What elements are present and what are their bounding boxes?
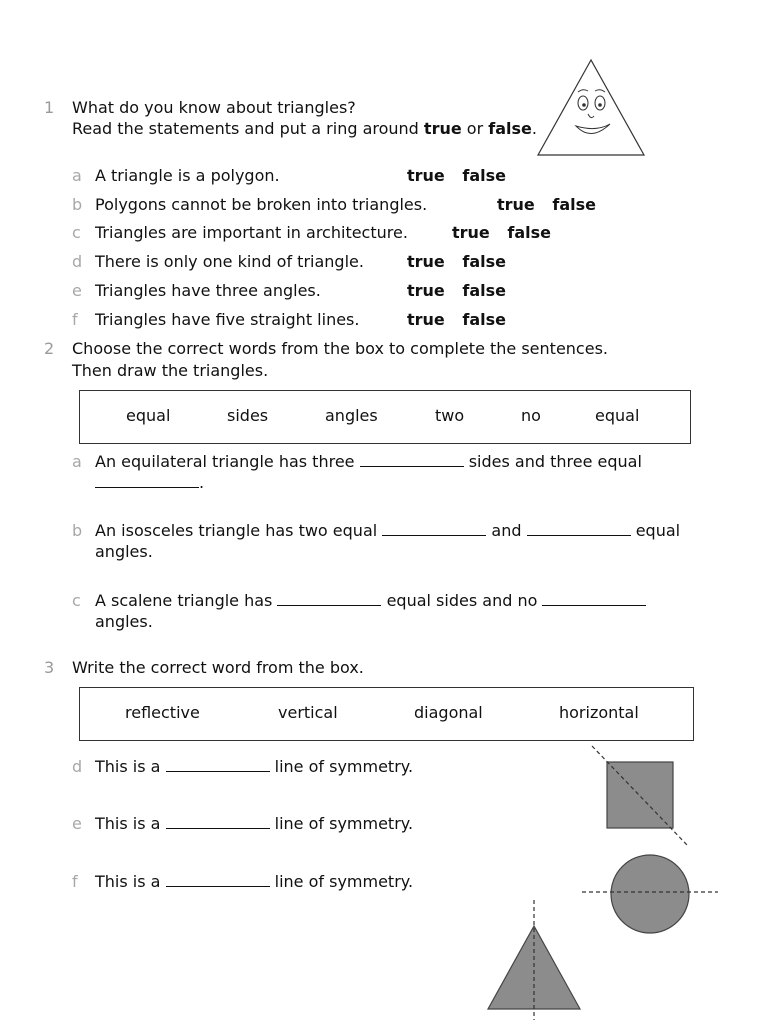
word-box: [79, 687, 694, 741]
word-box: [79, 390, 691, 444]
item-letter: a: [72, 166, 82, 185]
sentence-line: A scalene triangle has equal sides and no: [95, 591, 646, 610]
answer-blank[interactable]: [166, 815, 270, 829]
statement-text: Polygons cannot be broken into triangles.: [95, 195, 428, 214]
box-word: equal: [126, 406, 171, 425]
triangle-vertical-icon: [484, 898, 584, 1022]
sentence-line: An equilateral triangle has three sides and three equal: [95, 452, 642, 471]
question-number: 3: [44, 658, 55, 677]
question-number: 1: [44, 98, 55, 117]
true-false-choice[interactable]: true false: [407, 252, 506, 271]
item-letter: e: [72, 814, 82, 833]
sentence-line: This is a line of symmetry.: [95, 872, 414, 891]
answer-blank[interactable]: [277, 592, 381, 606]
item-letter: d: [72, 757, 83, 776]
item-letter: c: [72, 591, 81, 610]
box-word: two: [435, 406, 465, 425]
box-word: sides: [227, 406, 269, 425]
answer-blank[interactable]: [95, 474, 199, 488]
true-false-choice[interactable]: true false: [497, 195, 596, 214]
item-letter: b: [72, 521, 83, 540]
true-false-choice[interactable]: true false: [407, 166, 506, 185]
item-letter: f: [72, 310, 78, 329]
box-word: diagonal: [414, 703, 483, 722]
sentence-line: This is a line of symmetry.: [95, 757, 414, 776]
square-diagonal-icon: [586, 742, 696, 852]
item-letter: e: [72, 281, 82, 300]
statement-text: Triangles are important in architecture.: [95, 223, 408, 242]
question-instruction: Then draw the triangles.: [72, 361, 269, 380]
sentence-line: This is a line of symmetry.: [95, 814, 414, 833]
answer-blank[interactable]: [382, 522, 486, 536]
item-letter: a: [72, 452, 82, 471]
question-text: Choose the correct words from the box to complete the sentences.: [72, 339, 608, 358]
item-letter: d: [72, 252, 83, 271]
question-number: 2: [44, 339, 55, 358]
answer-blank[interactable]: [360, 453, 464, 467]
true-false-choice[interactable]: true false: [407, 281, 506, 300]
question-text: Write the correct word from the box.: [72, 658, 364, 677]
box-word: vertical: [278, 703, 338, 722]
statement-text: A triangle is a polygon.: [95, 166, 280, 185]
item-letter: f: [72, 872, 78, 891]
box-word: reflective: [125, 703, 200, 722]
item-letter: b: [72, 195, 83, 214]
answer-blank[interactable]: [527, 522, 631, 536]
box-word: equal: [595, 406, 640, 425]
sentence-line: An isosceles triangle has two equal and equal: [95, 521, 681, 540]
answer-blank[interactable]: [542, 592, 646, 606]
sentence-line: .: [95, 473, 204, 492]
true-false-choice[interactable]: true false: [452, 223, 551, 242]
box-word: no: [521, 406, 541, 425]
statement-text: Triangles have five straight lines.: [95, 310, 360, 329]
question-text: What do you know about triangles?: [72, 98, 356, 117]
circle-horizontal-icon: [580, 848, 720, 938]
sentence-line: angles.: [95, 612, 153, 631]
true-false-choice[interactable]: true false: [407, 310, 506, 329]
box-word: horizontal: [559, 703, 639, 722]
answer-blank[interactable]: [166, 873, 270, 887]
statement-text: There is only one kind of triangle.: [95, 252, 364, 271]
smiling-triangle-icon: [536, 58, 646, 158]
statement-text: Triangles have three angles.: [95, 281, 321, 300]
item-letter: c: [72, 223, 81, 242]
answer-blank[interactable]: [166, 758, 270, 772]
question-instruction: Read the statements and put a ring around true or false.: [72, 119, 537, 138]
box-word: angles: [325, 406, 378, 425]
sentence-line: angles.: [95, 542, 153, 561]
